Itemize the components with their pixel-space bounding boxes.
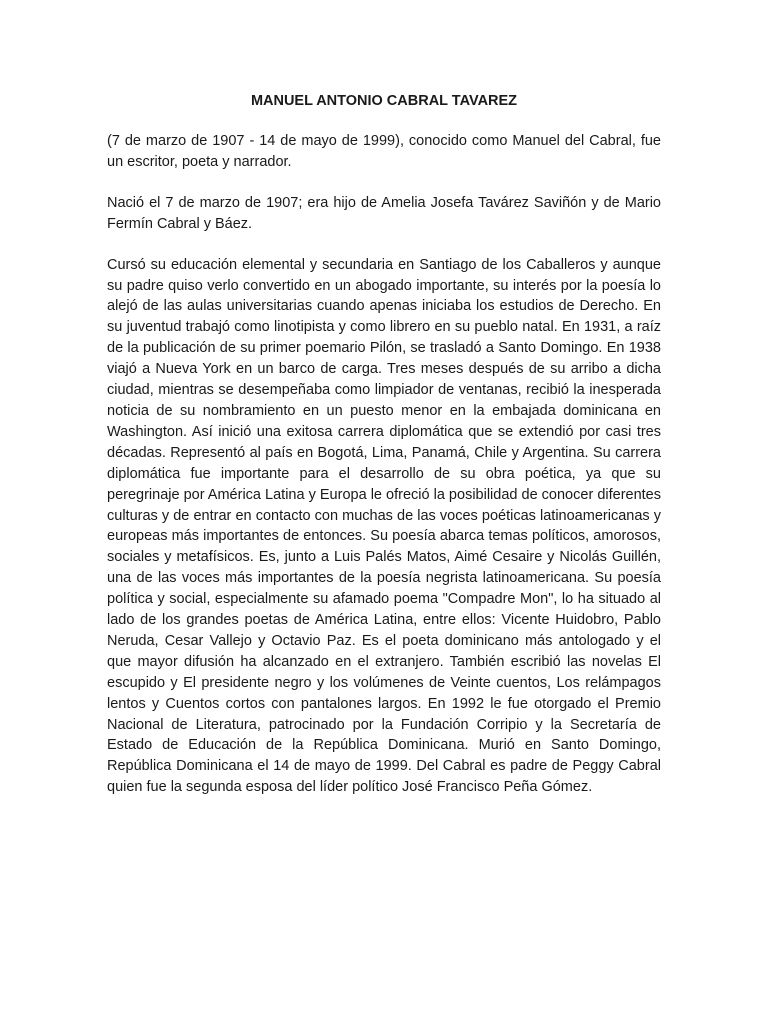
- birth-paragraph: Nació el 7 de marzo de 1907; era hijo de Amelia Josefa Tavárez Saviñón y de Mario Fermín Cabral y Báez.: [107, 194, 661, 232]
- biography-paragraph: Cursó su educación elemental y secundaria en Santiago de los Caballeros y aunque su padre quiso verlo convertido en un abogado importante, su interés por la poesía lo alejó de las aulas universitarias cuando apenas iniciaba los estudios de Derecho. En su juventud trabajó como linotipista y como librero en su pueblo natal. En 1931, a raíz de la publicación de su primer poemario Pilón, se trasladó a Santo Domingo. En 1938 viajó a Nueva York en un barco de carga. Tres meses después de su arribo a dicha ciudad, mientras se desempeñaba como limpiador de ventanas, recibió la inesperada noticia de su nombramiento en un puesto menor en la embajada dominicana en Washington. Así inició una exitosa carrera diplomática que se extendió por casi tres décadas. Representó al país en Bogotá, Lima, Panamá, Chile y Argentina. Su carrera diplomática fue importante para el desarrollo de su obra poética, ya que su peregrinaje por América Latina y Europa le ofreció la posibilidad de conocer diferentes culturas y de entrar en contacto con muchas de las voces poéticas latinoamericanas y europeas más importantes de entonces. Su poesía abarca temas políticos, amorosos, sociales y metafísicos. Es, junto a Luis Palés Matos, Aimé Cesaire y Nicolás Guillén, una de las voces más importantes de la poesía negrista latinoamericana. Su poesía política y social, especialmente su afamado poema "Compadre Mon", lo ha situado al lado de los grandes poetas de América Latina, entre ellos: Vicente Huidobro, Pablo Neruda, Cesar Vallejo y Octavio Paz. Es el poeta dominicano más antologado y el que mayor difusión ha alcanzado en el extranjero. También escribió las novelas El escupido y El presidente negro y los volúmenes de Veinte cuentos, Los relámpagos lentos y Cuentos cortos con pantalones largos. En 1992 le fue otorgado el Premio Nacional de Literatura, patrocinado por la Fundación Corripio y la Secretaría de Estado de Educación de la República Dominicana. Murió en Santo Domingo, República Dominicana el 14 de mayo de 1999. Del Cabral es padre de Peggy Cabral quien fue la segunda esposa del líder político José Francisco Peña Gómez.: [107, 256, 661, 796]
- document-title: MANUEL ANTONIO CABRAL TAVAREZ: [250, 93, 518, 109]
- intro-paragraph: (7 de marzo de 1907 - 14 de mayo de 1999), conocido como Manuel del Cabral, fue un escritor, poeta y narrador.: [107, 133, 661, 170]
- document-body: [107, 91, 661, 818]
